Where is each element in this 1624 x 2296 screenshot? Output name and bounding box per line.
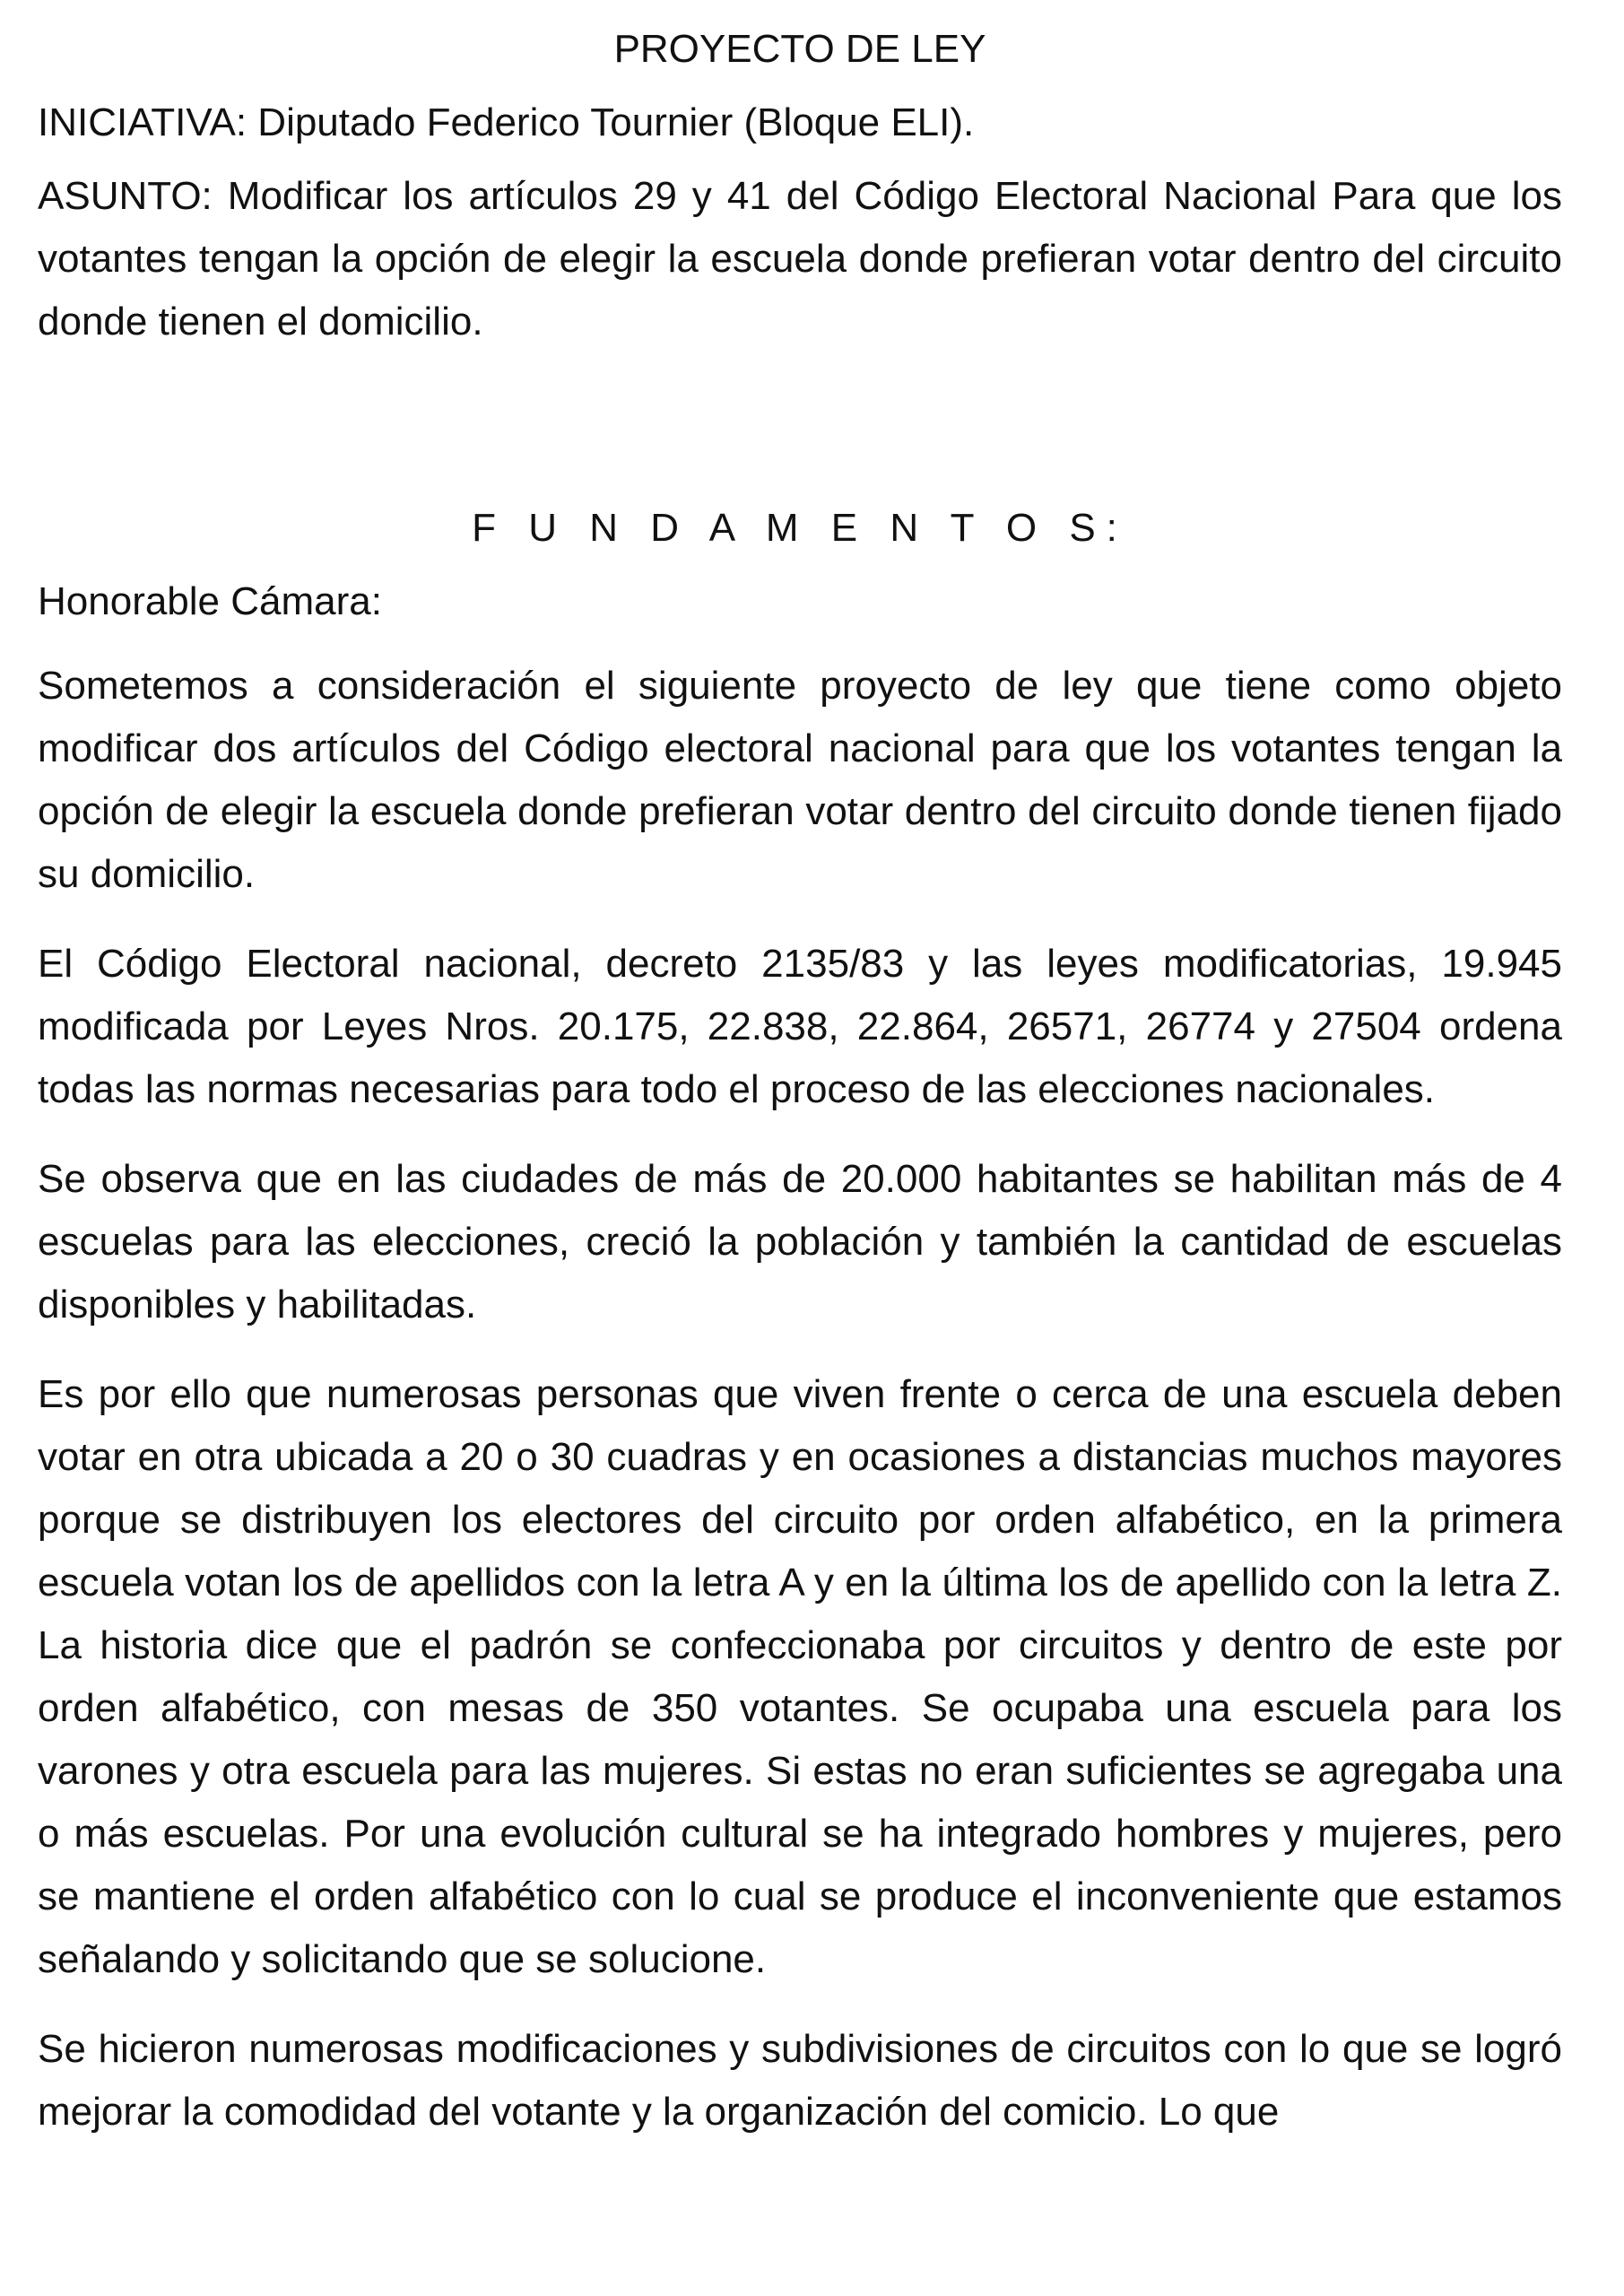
body-paragraph: Se observa que en las ciudades de más de 20.000 habitantes se habilitan más de 4 escuelas para las elecciones, creció la población y también la cantidad de escuelas disponibles y habilitadas.: [38, 1157, 1562, 1326]
fundamentos-heading: F U N D A M E N T O S:: [472, 506, 1128, 550]
body-paragraph: Sometemos a consideración el siguiente proyecto de ley que tiene como objeto modificar dos artículos del Código electoral nacional para que los votantes tengan la opción de elegir la escuela donde prefieran votar dentro del circuito donde tienen fijado su domicilio.: [38, 664, 1562, 896]
body-paragraph: Es por ello que numerosas personas que viven frente o cerca de una escuela deben votar en otra ubicada a 20 o 30 cuadras y en ocasiones a distancias muchos mayores porque se distribuyen los electores del circuito por orden alfabético, en la primera escuela votan los de apellidos con la letra A y en la última los de apellido con la letra Z. La historia dice que el padrón se confeccionaba por circuitos y dentro de este por orden alfabético, con mesas de 350 votantes. Se ocupaba una escuela para los varones y otra escuela para las mujeres. Si estas no eran suficientes se agregaba una o más escuelas. Por una evolución cultural se ha integrado hombres y mujeres, pero se mantiene el orden alfabético con lo cual se produce el inconveniente que estamos señalando y solicitando que se solucione.: [38, 1372, 1562, 1981]
body-paragraph: Se hicieron numerosas modificaciones y subdivisiones de circuitos con lo que se logró mejorar la comodidad del votante y la organización del comicio. Lo que: [38, 2027, 1562, 2134]
salutation: Honorable Cámara:: [38, 579, 382, 623]
document-page: [38, 18, 1562, 2144]
body-paragraph: El Código Electoral nacional, decreto 2135/83 y las leyes modificatorias, 19.945 modificada por Leyes Nros. 20.175, 22.838, 22.864, 26571, 26774 y 27504 ordena todas las normas necesarias para todo el proceso de las elecciones nacionales.: [38, 942, 1562, 1111]
subject-paragraph: ASUNTO: Modificar los artículos 29 y 41 del Código Electoral Nacional Para que los votantes tengan la opción de elegir la escuela donde prefieran votar dentro del circuito donde tienen el domicilio.: [38, 174, 1562, 344]
initiative-line: INICIATIVA: Diputado Federico Tournier (Bloque ELI).: [38, 100, 975, 144]
document-title: PROYECTO DE LEY: [613, 27, 986, 71]
section-spacer: [38, 380, 1562, 497]
